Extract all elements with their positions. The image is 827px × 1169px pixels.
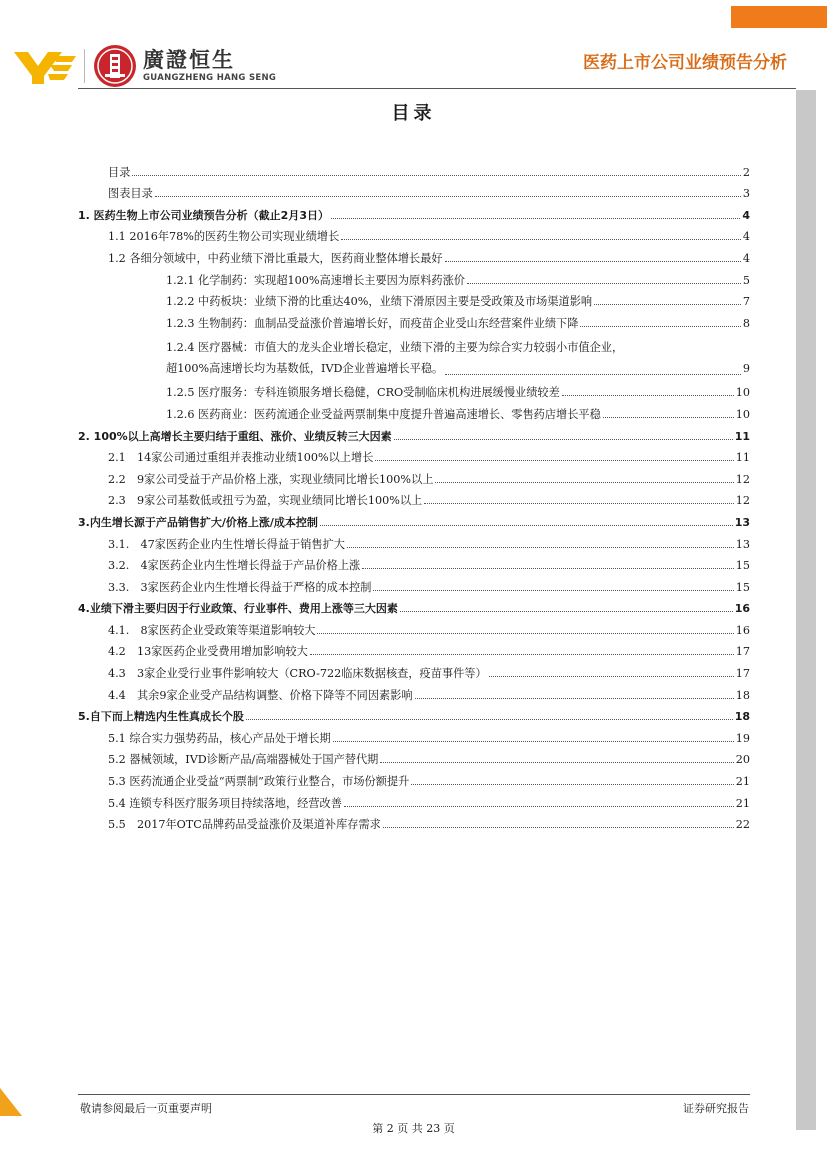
toc-page-number: 10 — [735, 386, 750, 400]
toc-entry[interactable] — [78, 573, 750, 595]
toc-leader-dots — [320, 525, 733, 526]
toc-page-number: 12 — [735, 494, 750, 508]
toc-entry[interactable] — [78, 201, 750, 223]
toc-leader-dots — [373, 590, 733, 591]
toc-leader-dots — [594, 304, 741, 305]
toc-leader-dots — [331, 218, 740, 219]
toc-page-number: 17 — [735, 645, 750, 659]
brand-text — [143, 48, 276, 84]
seal-icon — [93, 44, 137, 88]
toc-leader-dots — [383, 827, 734, 828]
toc-entry[interactable] — [78, 659, 750, 681]
toc-page-number: 13 — [735, 537, 750, 551]
toc-entry[interactable] — [78, 244, 750, 266]
toc-entry-title: 5.2 器械领域，IVD诊断产品/高端器械处于国产替代期 — [108, 753, 379, 767]
toc-entry[interactable] — [78, 266, 750, 288]
toc-page-number: 20 — [735, 753, 750, 767]
toc-page-number: 7 — [742, 295, 750, 309]
toc-leader-dots — [445, 261, 741, 262]
toc-entry[interactable] — [78, 444, 750, 466]
toc-entry-title: 1.2.5 医疗服务：专科连锁服务增长稳健，CRO受制临床机构进展缓慢业绩较差 — [166, 386, 560, 400]
toc-page-number: 4 — [742, 251, 750, 265]
toc-entry-title: 2. 100%以上高增长主要归结于重组、涨价、业绩反转三大因素 — [78, 429, 392, 443]
toc-entry[interactable] — [78, 746, 750, 768]
header-divider — [78, 88, 796, 89]
toc-page-number: 3 — [742, 187, 750, 201]
toc-leader-dots — [375, 460, 733, 461]
toc-leader-dots — [333, 741, 734, 742]
toc-page-number: 9 — [742, 361, 750, 375]
toc-entry-title: 2.3 9家公司基数低或扭亏为盈，实现业绩同比增长100%以上 — [108, 494, 423, 508]
toc-entry[interactable] — [78, 223, 750, 245]
toc-entry-title: 5.4 连锁专科医疗服务项目持续落地，经营改善 — [108, 796, 342, 810]
toc-entry[interactable] — [78, 530, 750, 552]
toc-entry-title: 5.1 综合实力强势药品，核心产品处于增长期 — [108, 731, 331, 745]
header-accent-bar — [731, 6, 827, 28]
toc-entry-title: 1.2.2 中药板块：业绩下滑的比重达40%，业绩下滑原因主要是受政策及市场渠道影响 — [166, 295, 593, 309]
toc-entry[interactable] — [78, 180, 750, 202]
toc-page-number: 8 — [742, 316, 750, 330]
toc-entry-title: 3.3. 3家医药企业内生性增长得益于严格的成本控制 — [108, 580, 372, 594]
toc-entry[interactable] — [78, 158, 750, 180]
toc-entry-title-cont: 超100%高速增长均为基数低，IVD企业普遍增长平稳。 — [166, 361, 444, 375]
toc-entry-title: 1.2.1 化学制药：实现超100%高速增长主要因为原料药涨价 — [166, 273, 465, 287]
toc-leader-dots — [341, 239, 741, 240]
toc-page-number: 4 — [742, 208, 750, 222]
toc-entry[interactable] — [78, 400, 750, 422]
toc-entry[interactable] — [78, 703, 750, 725]
toc-page-number: 2 — [742, 165, 750, 179]
toc-entry[interactable] — [78, 309, 750, 331]
toc-entry-title: 2.2 9家公司受益于产品价格上涨，实现业绩同比增长100%以上 — [108, 472, 434, 486]
toc-entry-title: 1.2 各细分领域中，中药业绩下滑比重最大，医药商业整体增长最好 — [108, 251, 443, 265]
logo-divider — [84, 49, 85, 83]
toc-page-number: 4 — [742, 230, 750, 244]
toc-leader-dots — [132, 175, 740, 176]
toc-entry-title: 3.1. 47家医药企业内生性增长得益于销售扩大 — [108, 537, 345, 551]
toc-entry-title: 3.内生增长源于产品销售扩大/价格上涨/成本控制 — [78, 515, 318, 529]
toc-entry[interactable] — [78, 681, 750, 703]
company-logo — [12, 44, 276, 88]
toc-page-number: 19 — [735, 731, 750, 745]
toc-leader-dots — [435, 482, 733, 483]
toc-page-number: 22 — [735, 818, 750, 832]
toc-page-number: 16 — [735, 623, 750, 637]
toc-entry-title: 3.2. 4家医药企业内生性增长得益于产品价格上涨 — [108, 559, 361, 573]
toc-entry-title: 1. 医药生物上市公司业绩预告分析（截止2月3日） — [78, 208, 329, 222]
side-bar — [796, 90, 816, 1130]
footer-divider — [78, 1094, 750, 1095]
toc-page-number: 10 — [735, 407, 750, 421]
toc-page-number: 18 — [734, 710, 750, 724]
toc-leader-dots — [310, 654, 734, 655]
toc-leader-dots — [347, 547, 734, 548]
toc-entry-title: 4.1. 8家医药企业受政策等渠道影响较大 — [108, 623, 316, 637]
toc-entry-title: 图表目录 — [108, 187, 153, 201]
toc-page-number: 13 — [734, 515, 750, 529]
toc-page-number: 17 — [735, 667, 750, 681]
toc-entry[interactable] — [78, 465, 750, 487]
toc-page-number: 5 — [742, 273, 750, 287]
toc-leader-dots — [562, 395, 734, 396]
toc-entry[interactable] — [78, 379, 750, 401]
toc-entry-title: 1.2.6 医药商业：医药流通企业受益两票制集中度提升普遍高速增长、零售药店增长平稳 — [166, 407, 601, 421]
toc-entry[interactable] — [78, 789, 750, 811]
toc-entry-title: 4.业绩下滑主要归因于行业政策、行业事件、费用上涨等三大因素 — [78, 602, 398, 616]
toc-leader-dots — [415, 698, 734, 699]
toc-page-number: 21 — [735, 775, 750, 789]
ye-logo-icon — [12, 44, 78, 88]
toc-entry-title: 1.2.4 医疗器械：市值大的龙头企业增长稳定，业绩下滑的主要为综合实力较弱小市值企业， — [166, 340, 624, 354]
toc-entry-title: 4.2 13家医药企业受费用增加影响较大 — [108, 645, 308, 659]
brand-name-cn: 廣證恒生 — [143, 48, 235, 72]
toc-entry[interactable] — [78, 331, 750, 379]
toc-entry-title: 5.自下而上精选内生性真成长个股 — [78, 710, 244, 724]
footer-disclaimer: 敬请参阅最后一页重要声明 — [80, 1102, 212, 1115]
toc-entry[interactable] — [78, 811, 750, 833]
report-title: 医药上市公司业绩预告分析 — [583, 53, 787, 73]
toc-entry[interactable] — [78, 638, 750, 660]
toc-page-number: 21 — [735, 796, 750, 810]
table-of-contents — [78, 158, 750, 832]
toc-leader-dots — [317, 633, 733, 634]
toc-leader-dots — [394, 439, 733, 440]
footer-report-type: 证券研究报告 — [683, 1102, 749, 1115]
toc-page-number: 18 — [735, 688, 750, 702]
toc-entry[interactable] — [78, 595, 750, 617]
toc-leader-dots — [411, 784, 733, 785]
toc-leader-dots — [380, 762, 733, 763]
page-title: 目录 — [391, 103, 436, 124]
toc-leader-dots — [400, 611, 733, 612]
toc-entry[interactable] — [78, 552, 750, 574]
toc-page-number: 11 — [735, 451, 750, 465]
toc-entry-title: 4.4 其余9家企业受产品结构调整、价格下降等不同因素影响 — [108, 688, 413, 702]
toc-entry[interactable] — [78, 724, 750, 746]
toc-entry[interactable] — [78, 487, 750, 509]
toc-page-number: 15 — [735, 580, 750, 594]
toc-page-number: 16 — [734, 602, 750, 616]
toc-entry-title: 目录 — [108, 165, 131, 179]
toc-entry[interactable] — [78, 508, 750, 530]
toc-leader-dots — [603, 417, 734, 418]
toc-entry[interactable] — [78, 422, 750, 444]
page-number: 第 2 页 共 23 页 — [372, 1122, 455, 1135]
toc-entry-title: 2.1 14家公司通过重组并表推动业绩100%以上增长 — [108, 451, 374, 465]
toc-entry[interactable] — [78, 288, 750, 310]
toc-entry-title: 1.1 2016年78%的医药生物公司实现业绩增长 — [108, 230, 340, 244]
toc-leader-dots — [445, 374, 741, 375]
corner-triangle — [0, 1088, 22, 1116]
toc-page-number: 11 — [734, 429, 750, 443]
toc-entry-title: 5.5 2017年OTC品牌药品受益涨价及渠道补库存需求 — [108, 818, 381, 832]
toc-leader-dots — [424, 503, 734, 504]
toc-entry[interactable] — [78, 767, 750, 789]
toc-leader-dots — [489, 676, 734, 677]
toc-leader-dots — [467, 283, 741, 284]
toc-entry-title: 4.3 3家企业受行业事件影响较大（CRO-722临床数据核查，疫苗事件等） — [108, 667, 487, 681]
toc-page-number: 12 — [735, 472, 750, 486]
toc-leader-dots — [344, 806, 734, 807]
toc-leader-dots — [246, 719, 733, 720]
toc-entry[interactable] — [78, 616, 750, 638]
toc-entry-title: 1.2.3 生物制药：血制品受益涨价普遍增长好，而疫苗企业受山东经营案件业绩下降 — [166, 316, 579, 330]
toc-page-number: 15 — [735, 559, 750, 573]
toc-entry-title: 5.3 医药流通企业受益“两票制”政策行业整合，市场份额提升 — [108, 775, 410, 789]
toc-leader-dots — [580, 326, 740, 327]
toc-leader-dots — [362, 568, 734, 569]
toc-leader-dots — [155, 196, 741, 197]
brand-name-en: GUANGZHENG HANG SENG — [143, 73, 277, 83]
